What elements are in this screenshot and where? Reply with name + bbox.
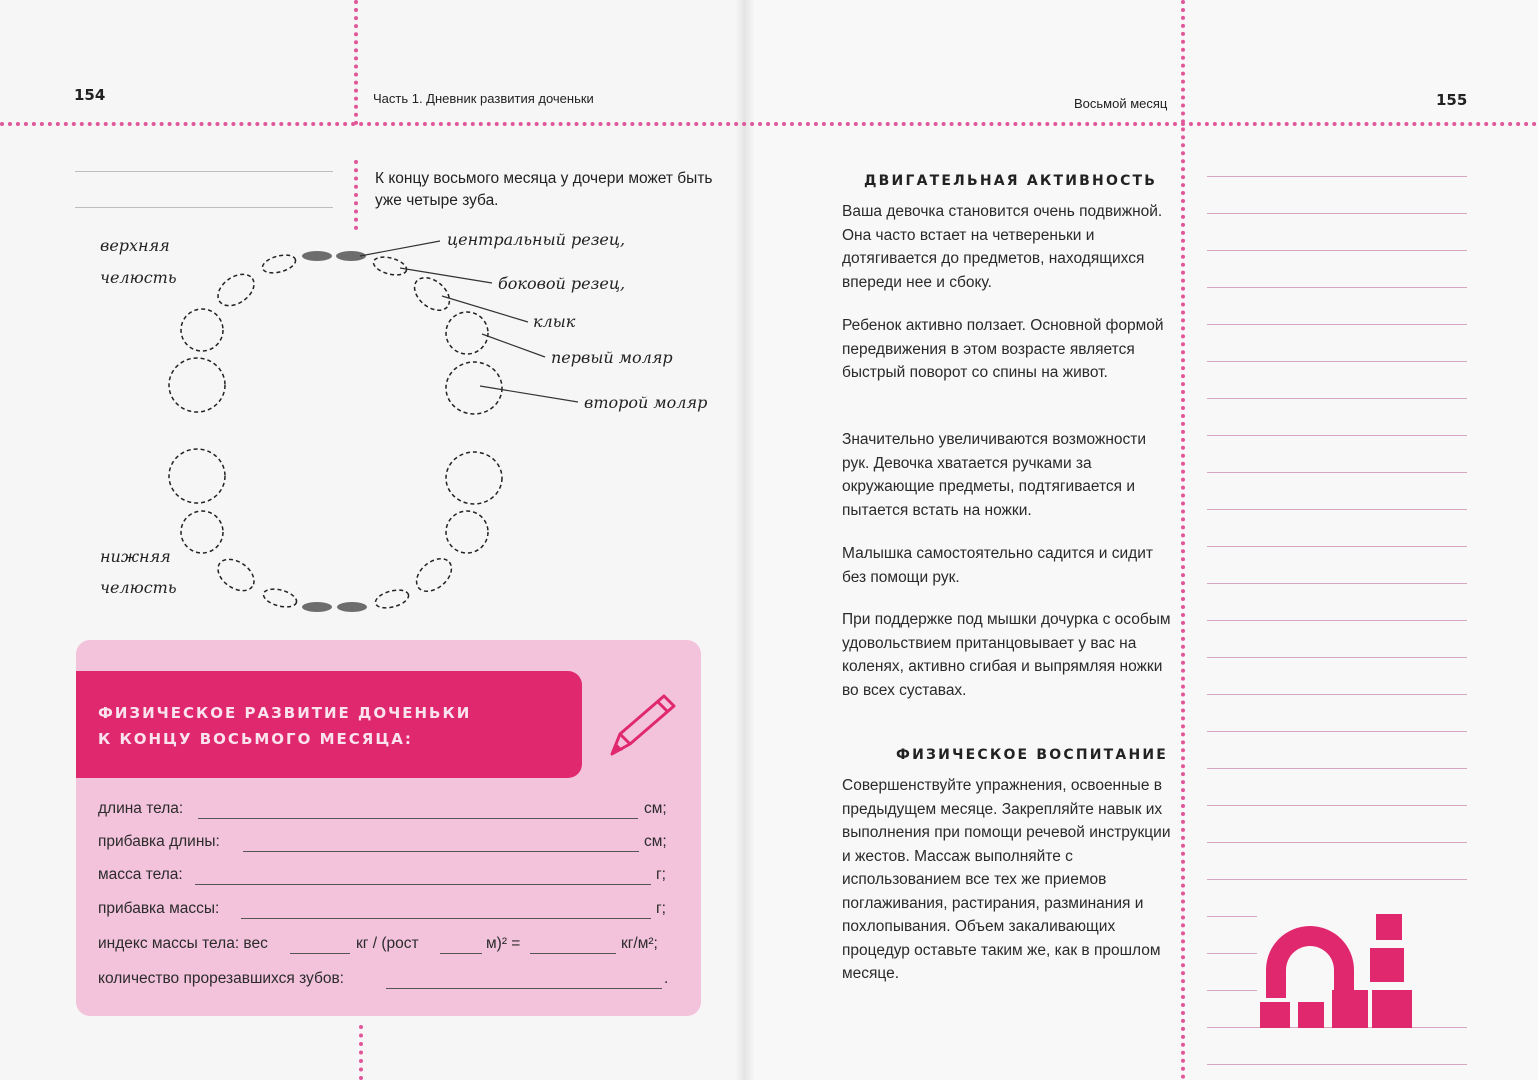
- lower-second-molar-right: [446, 452, 502, 504]
- lower-second-molar-left: [169, 449, 225, 503]
- notes-rule: [1207, 768, 1467, 769]
- field-mid-text: кг / (рост: [356, 935, 419, 952]
- tooth-label-canine: клык: [533, 312, 576, 331]
- section-heading-motor-activity: ДВИГАТЕЛЬНАЯ АКТИВНОСТЬ: [864, 173, 1158, 189]
- notes-rule: [1207, 509, 1467, 510]
- notes-rule: [1207, 472, 1467, 473]
- upper-jaw-label-line-1: верхняя: [100, 236, 170, 255]
- upper-second-molar-left: [169, 358, 225, 412]
- field-body-length: [98, 800, 673, 824]
- notes-rule: [1207, 731, 1467, 732]
- tooth-label-second-molar: второй моляр: [584, 393, 708, 412]
- field-label: длина тела:: [98, 800, 184, 817]
- page-number-left: 154: [74, 86, 106, 104]
- field-unit: см;: [644, 833, 667, 850]
- lower-central-incisor-left: [302, 602, 332, 612]
- paragraph: [842, 428, 1177, 522]
- toy-blocks-icon: [1258, 910, 1418, 1030]
- card-title-line-1: ФИЗИЧЕСКОЕ РАЗВИТИЕ ДОЧЕНЬКИ: [98, 704, 472, 722]
- running-head-left: Часть 1. Дневник развития доченьки: [373, 91, 594, 106]
- field-body-mass-index: [98, 935, 673, 959]
- field-label: прибавка длины:: [98, 833, 220, 850]
- pointer-canine: [442, 296, 528, 322]
- paragraph-text: Малышка самостоятельно садится и сидит без помощи рук.: [842, 545, 1153, 586]
- field-mass-gain: [98, 900, 673, 924]
- field-length-gain: [98, 833, 673, 857]
- paragraph-text: Значительно увеличиваются возможности рук. Девочка хватается ручками за окружающие предметы, подтягивается и пытается встать на ножки.: [842, 431, 1147, 519]
- input-line-length-gain[interactable]: [243, 851, 639, 852]
- lower-first-molar-left: [181, 511, 223, 553]
- notes-rule: [1207, 213, 1467, 214]
- paragraph: [842, 608, 1177, 702]
- dotted-border-left-bottom: [359, 1025, 363, 1080]
- notes-rule: [1207, 546, 1467, 547]
- upper-jaw-label-line-2: челюсть: [100, 268, 177, 287]
- paragraph: [842, 200, 1177, 294]
- input-line-body-mass[interactable]: [195, 884, 651, 885]
- page-number-right: 155: [1436, 91, 1468, 109]
- pencil-icon: [604, 690, 684, 760]
- input-line-body-length[interactable]: [198, 818, 638, 819]
- field-unit: .: [664, 970, 669, 987]
- dotted-border-right: [1181, 0, 1185, 1080]
- paragraph: [842, 542, 1177, 589]
- field-label: индекс массы тела: вес: [98, 935, 268, 952]
- pointer-lateral-incisor: [400, 268, 492, 283]
- lower-lateral-incisor-right: [374, 587, 411, 611]
- notes-rule: [1207, 620, 1467, 621]
- pointer-second-molar: [480, 386, 578, 402]
- notes-rule: [1207, 435, 1467, 436]
- field-mid-text: м)² =: [486, 935, 521, 952]
- upper-first-molar-right: [446, 312, 488, 354]
- notes-rule: [1207, 1064, 1467, 1065]
- input-line-mass-gain[interactable]: [241, 918, 651, 919]
- upper-canine-right: [408, 271, 455, 317]
- tooth-label-first-molar: первый моляр: [551, 348, 673, 367]
- upper-lateral-incisor-right: [372, 254, 409, 278]
- section-heading-physical-education: ФИЗИЧЕСКОЕ ВОСПИТАНИЕ: [896, 747, 1169, 763]
- paragraph: [842, 774, 1177, 986]
- notes-rule: [1207, 694, 1467, 695]
- field-body-mass: [98, 866, 673, 890]
- lower-canine-left: [212, 553, 260, 597]
- field-label: прибавка массы:: [98, 900, 220, 917]
- intro-text: К концу восьмого месяца у дочери может быть уже четыре зуба.: [375, 170, 713, 209]
- upper-lateral-incisor-left: [261, 252, 298, 276]
- notes-rule: [1207, 805, 1467, 806]
- field-label: масса тела:: [98, 866, 183, 883]
- input-line-height[interactable]: [440, 953, 482, 954]
- notes-rule: [1207, 176, 1467, 177]
- lower-first-molar-right: [446, 511, 488, 553]
- pointer-first-molar: [482, 334, 545, 357]
- field-unit: кг/м²;: [621, 935, 658, 952]
- notes-rule: [1207, 953, 1257, 954]
- field-unit: г;: [656, 866, 666, 883]
- notes-rule: [1207, 990, 1257, 991]
- notes-rule: [1207, 361, 1467, 362]
- lower-canine-right: [410, 552, 457, 598]
- pointer-central-incisor: [360, 241, 440, 256]
- upper-canine-left: [212, 268, 260, 312]
- tooth-label-central-incisor: центральный резец,: [447, 230, 626, 249]
- paragraph-text: Ваша девочка становится очень подвижной. Она часто встает на четвереньки и дотягивается до предметов, находящихся впереди нее и сбоку.: [842, 203, 1163, 291]
- running-head-right: Восьмой месяц: [1074, 96, 1168, 111]
- notes-rule: [1207, 287, 1467, 288]
- field-label: количество прорезавшихся зубов:: [98, 970, 344, 987]
- notes-rule: [1207, 916, 1257, 917]
- input-line-weight[interactable]: [290, 953, 350, 954]
- paragraph-text: Совершенствуйте упражнения, освоенные в предыдущем месяце. Закрепляйте навык их выполнения при помощи речевой инструкции и жестов. Массаж выполняйте с использованием все тех же приемов поглаживания, растирания, разминания и похлопывания. Объем закаливающих процедур оставьте таким же, как в прошлом месяце.: [842, 777, 1171, 982]
- upper-central-incisor-left: [302, 251, 332, 261]
- notes-rule: [1207, 842, 1467, 843]
- paragraph: [842, 314, 1177, 385]
- notes-rule: [1207, 398, 1467, 399]
- upper-first-molar-left: [181, 309, 223, 351]
- tooth-label-lateral-incisor: боковой резец,: [498, 274, 626, 293]
- card-title-line-2: К КОНЦУ ВОСЬМОГО МЕСЯЦА:: [98, 730, 413, 748]
- input-line-bmi[interactable]: [530, 953, 616, 954]
- input-line-teeth-count[interactable]: [386, 988, 662, 989]
- lower-jaw-label-line-1: нижняя: [100, 547, 171, 566]
- lower-jaw-label-line-2: челюсть: [100, 578, 177, 597]
- lower-lateral-incisor-left: [262, 586, 299, 610]
- paragraph-text: При поддержке под мышки дочурка с особым удовольствием пританцовывает у вас на коленях, активно сгибая и выпрямляя ножки во всех суставах.: [842, 611, 1171, 699]
- field-unit: см;: [644, 800, 667, 817]
- notes-rule: [1207, 583, 1467, 584]
- notes-rule: [1207, 324, 1467, 325]
- card-title: [98, 700, 568, 752]
- lower-central-incisor-right: [337, 602, 367, 612]
- jaw-diagram: [0, 0, 745, 640]
- paragraph-text: Ребенок активно ползает. Основной формой передвижения в этом возрасте является быстрый поворот со спины на живот.: [842, 317, 1164, 381]
- notes-rule: [1207, 250, 1467, 251]
- field-teeth-count: [98, 970, 673, 994]
- notes-rule: [1207, 657, 1467, 658]
- field-unit: г;: [656, 900, 666, 917]
- notes-rule: [1207, 879, 1467, 880]
